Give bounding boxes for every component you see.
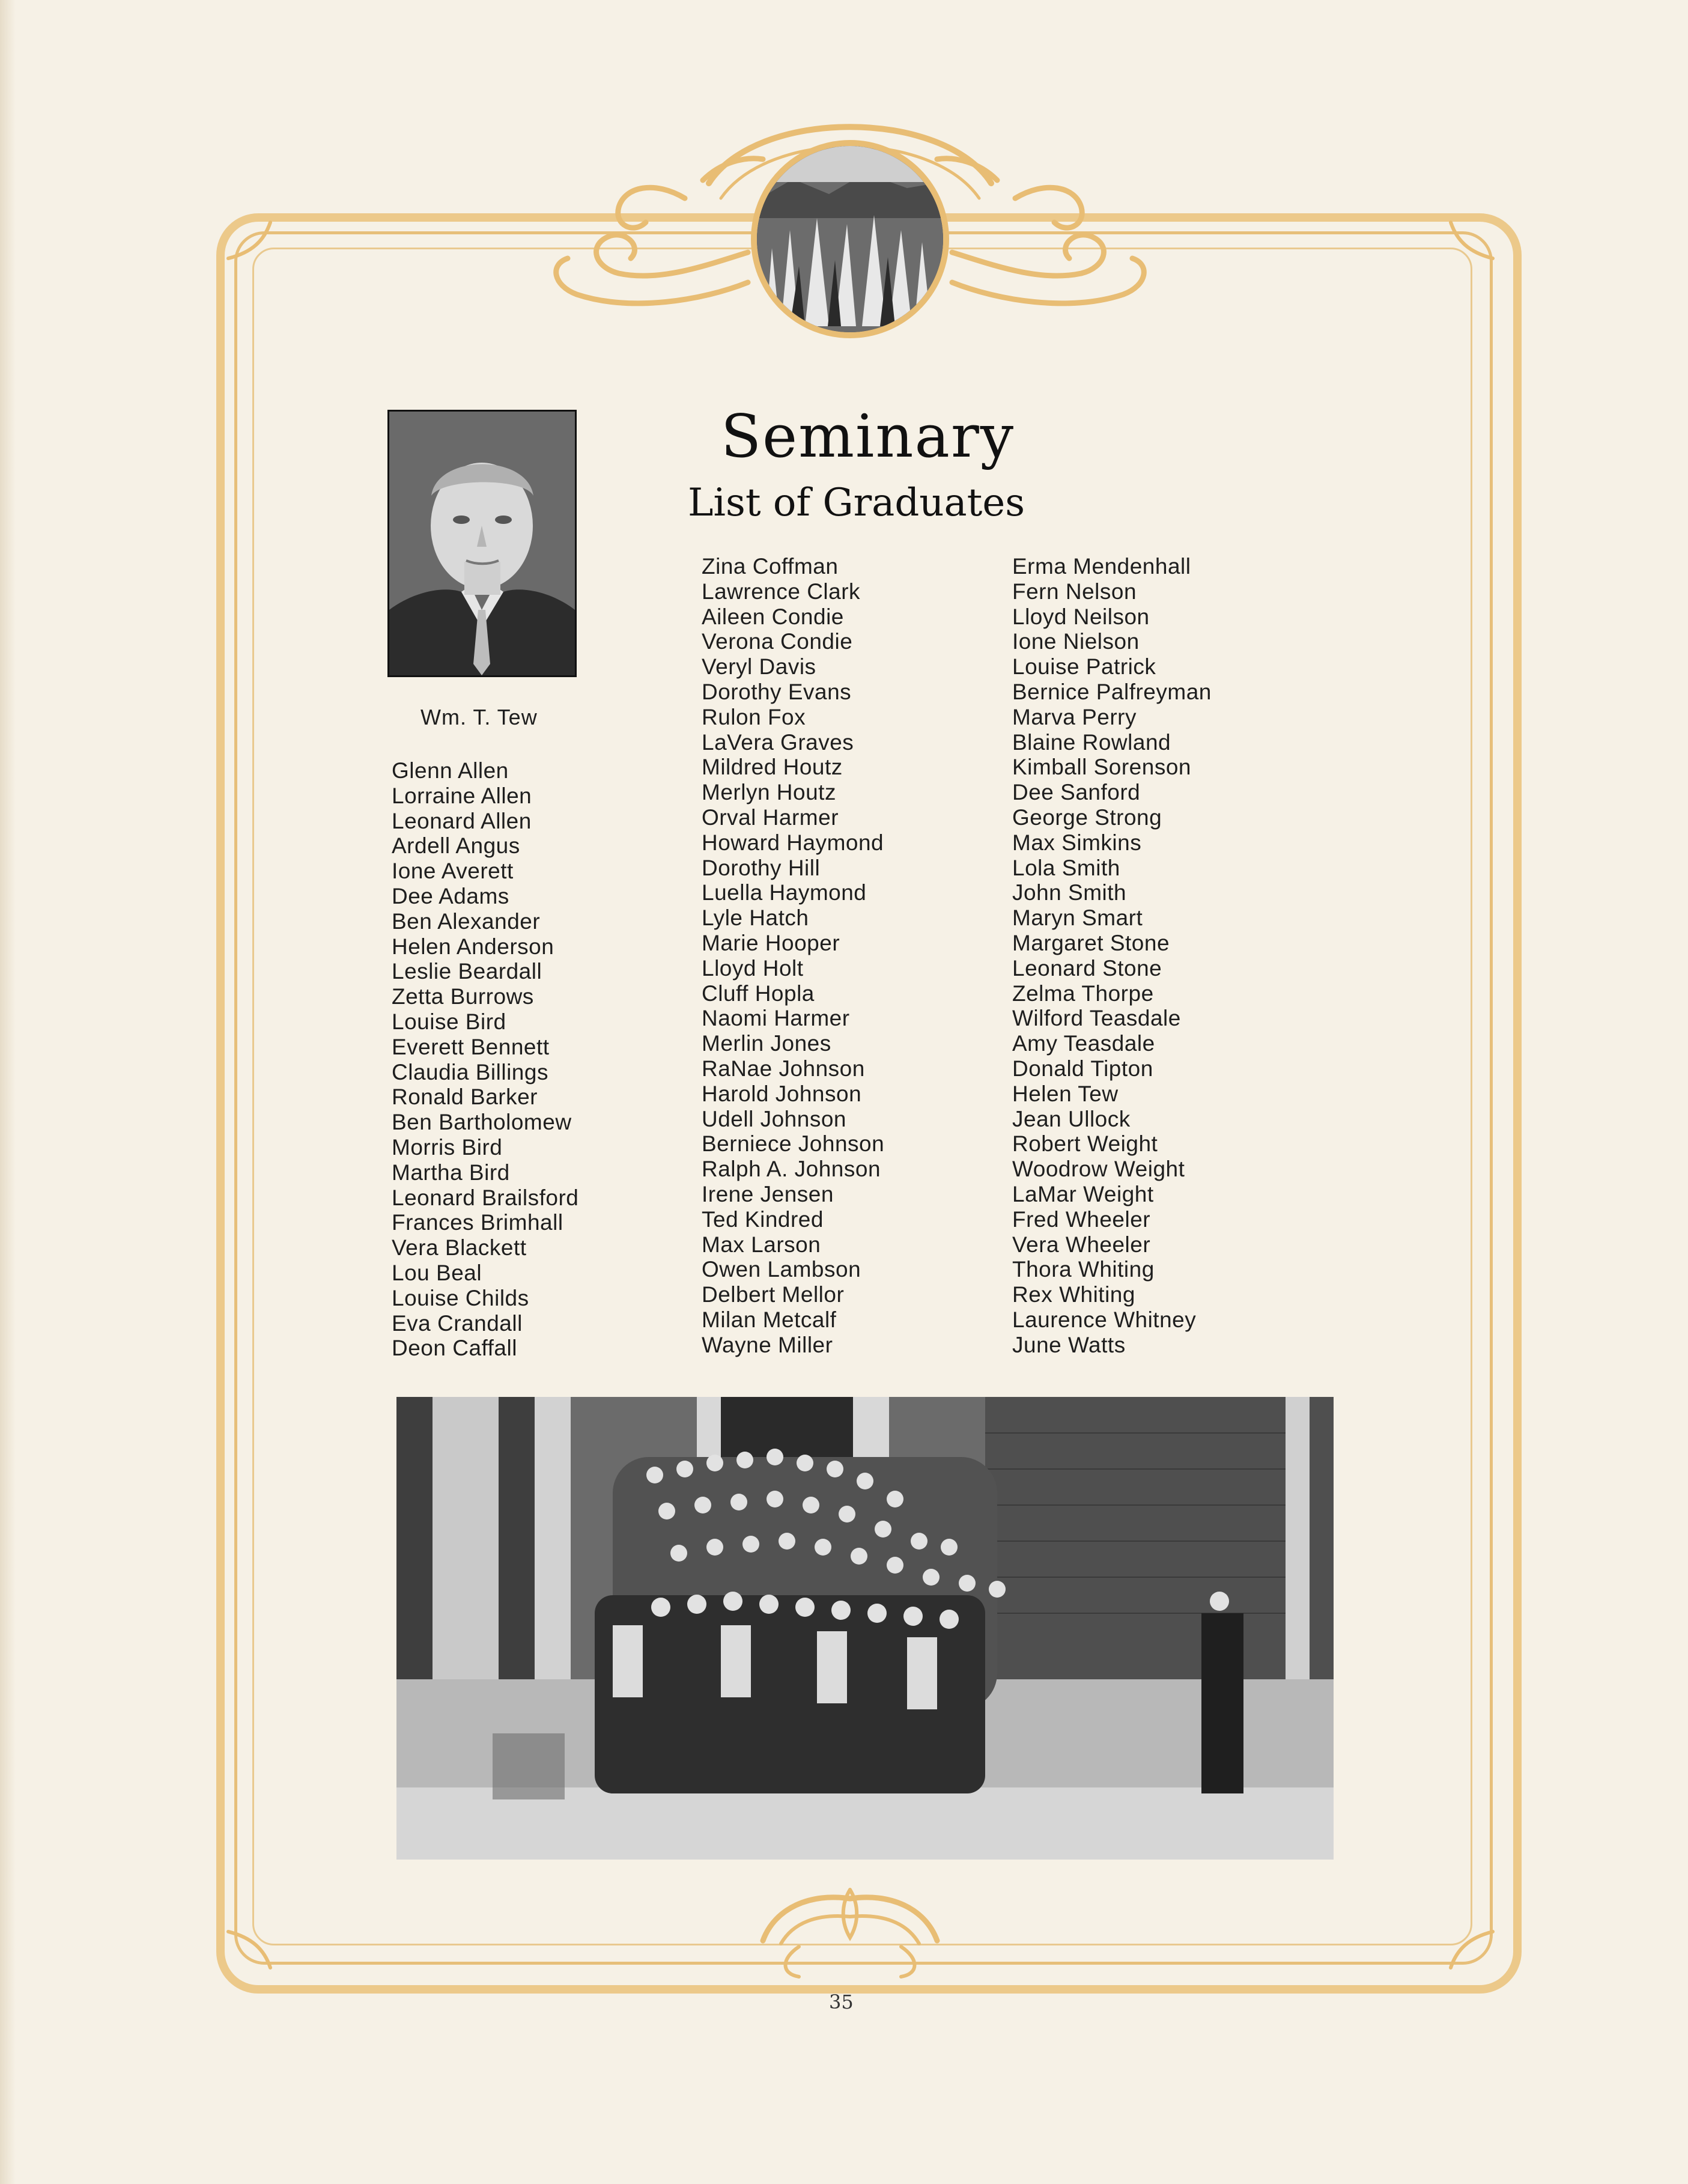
graduate-name: Louise Patrick [1012, 654, 1156, 680]
graduate-name: Udell Johnson [702, 1106, 846, 1131]
graduate-name: Irene Jensen [702, 1181, 834, 1206]
graduate-name: Louise Childs [392, 1285, 529, 1310]
group-photo [396, 1397, 1334, 1860]
graduate-name: Orval Harmer [702, 805, 839, 830]
graduate-name: Leonard Brailsford [392, 1185, 579, 1210]
graduate-name: Owen Lambson [702, 1257, 861, 1282]
graduate-name: Robert Weight [1012, 1131, 1158, 1157]
graduate-name: Helen Anderson [392, 934, 554, 959]
graduate-list-column-2 [702, 554, 884, 1358]
graduate-name: Wilford Teasdale [1012, 1006, 1181, 1031]
graduate-name: Rex Whiting [1012, 1282, 1135, 1307]
graduate-name: Rulon Fox [702, 704, 806, 729]
graduate-name: Leslie Beardall [392, 959, 542, 984]
graduate-name: Marva Perry [1012, 704, 1137, 729]
graduate-name: RaNae Johnson [702, 1056, 865, 1081]
graduate-name: Dee Adams [392, 883, 509, 908]
graduate-name: Morris Bird [392, 1134, 503, 1160]
graduate-name: Ted Kindred [702, 1206, 824, 1232]
graduate-name: Ione Nielson [1012, 629, 1140, 654]
graduate-name: Berniece Johnson [702, 1131, 885, 1157]
graduate-name: Lloyd Holt [702, 955, 804, 981]
graduate-name: Leonard Allen [392, 808, 532, 833]
graduate-name: Cluff Hopla [702, 981, 815, 1006]
graduate-name: Ralph A. Johnson [702, 1157, 881, 1182]
graduate-name: LaMar Weight [1012, 1181, 1154, 1206]
graduate-name: Louise Bird [392, 1009, 506, 1034]
graduate-name: Ben Bartholomew [392, 1110, 572, 1135]
graduate-name: Milan Metcalf [702, 1307, 837, 1332]
page-number: 35 [829, 1991, 854, 2013]
graduate-name: Ben Alexander [392, 908, 541, 934]
graduate-name: Mildred Houtz [702, 755, 843, 780]
graduate-name: Martha Bird [392, 1160, 510, 1185]
graduate-name: Harold Johnson [702, 1081, 862, 1106]
graduate-name: Amy Teasdale [1012, 1031, 1155, 1056]
graduate-name: George Strong [1012, 805, 1162, 830]
graduate-name: Fern Nelson [1012, 579, 1137, 604]
graduate-name: Lou Beal [392, 1260, 482, 1285]
graduate-name: LaVera Graves [702, 729, 854, 755]
graduate-name: Ione Averett [392, 859, 514, 884]
graduate-name: June Watts [1012, 1332, 1126, 1357]
graduate-list-column-3 [1012, 554, 1212, 1358]
graduate-name: Eva Crandall [392, 1310, 523, 1336]
portrait-caption: Wm. T. Tew [420, 705, 538, 729]
graduate-name: Ronald Barker [392, 1084, 538, 1110]
graduate-name: Merlin Jones [702, 1031, 831, 1056]
graduate-name: Margaret Stone [1012, 930, 1170, 955]
graduate-name: Aileen Condie [702, 604, 844, 629]
graduate-name: Vera Blackett [392, 1235, 527, 1261]
graduate-name: John Smith [1012, 880, 1127, 905]
portrait-photo [387, 410, 577, 677]
graduate-name: Frances Brimhall [392, 1210, 563, 1235]
graduate-name: Lloyd Neilson [1012, 604, 1150, 629]
graduate-name: Bernice Palfreyman [1012, 679, 1212, 704]
graduate-name: Woodrow Weight [1012, 1157, 1185, 1182]
graduate-name: Lorraine Allen [392, 783, 532, 808]
graduate-name: Delbert Mellor [702, 1282, 845, 1307]
graduate-name: Howard Haymond [702, 830, 884, 855]
graduate-name: Max Simkins [1012, 830, 1142, 855]
graduate-name: Laurence Whitney [1012, 1307, 1197, 1332]
graduate-name: Lawrence Clark [702, 579, 861, 604]
medallion-landscape-photo [751, 140, 949, 338]
graduate-name: Erma Mendenhall [1012, 554, 1191, 579]
graduate-name: Ardell Angus [392, 833, 520, 859]
graduate-name: Zina Coffman [702, 554, 839, 579]
graduate-name: Verona Condie [702, 629, 853, 654]
graduate-name: Naomi Harmer [702, 1006, 850, 1031]
graduate-name: Luella Haymond [702, 880, 867, 905]
page-title: Seminary [721, 403, 1015, 471]
graduate-name: Fred Wheeler [1012, 1206, 1151, 1232]
graduate-name: Lyle Hatch [702, 905, 809, 931]
graduate-name: Maryn Smart [1012, 905, 1143, 931]
graduate-name: Kimball Sorenson [1012, 755, 1191, 780]
graduate-name: Everett Bennett [392, 1034, 550, 1059]
graduate-name: Wayne Miller [702, 1332, 833, 1357]
graduate-name: Dorothy Hill [702, 855, 821, 880]
graduate-name: Dorothy Evans [702, 679, 852, 704]
graduate-name: Donald Tipton [1012, 1056, 1153, 1081]
graduate-name: Dee Sanford [1012, 780, 1141, 805]
graduate-name: Max Larson [702, 1232, 821, 1257]
graduate-name: Merlyn Houtz [702, 780, 836, 805]
graduate-name: Deon Caffall [392, 1336, 517, 1361]
graduate-name: Jean Ullock [1012, 1106, 1131, 1131]
graduate-name: Thora Whiting [1012, 1257, 1155, 1282]
graduate-name: Glenn Allen [392, 758, 509, 783]
graduate-name: Zetta Burrows [392, 984, 534, 1009]
graduate-name: Blaine Rowland [1012, 729, 1171, 755]
graduate-name: Veryl Davis [702, 654, 816, 680]
graduate-name: Leonard Stone [1012, 955, 1162, 981]
graduate-name: Claudia Billings [392, 1059, 548, 1084]
page-subtitle: List of Graduates [688, 481, 1025, 525]
graduate-name: Lola Smith [1012, 855, 1120, 880]
graduate-list-column-1 [392, 758, 578, 1361]
graduate-name: Helen Tew [1012, 1081, 1119, 1106]
graduate-name: Vera Wheeler [1012, 1232, 1151, 1257]
graduate-name: Marie Hooper [702, 930, 840, 955]
graduate-name: Zelma Thorpe [1012, 981, 1154, 1006]
